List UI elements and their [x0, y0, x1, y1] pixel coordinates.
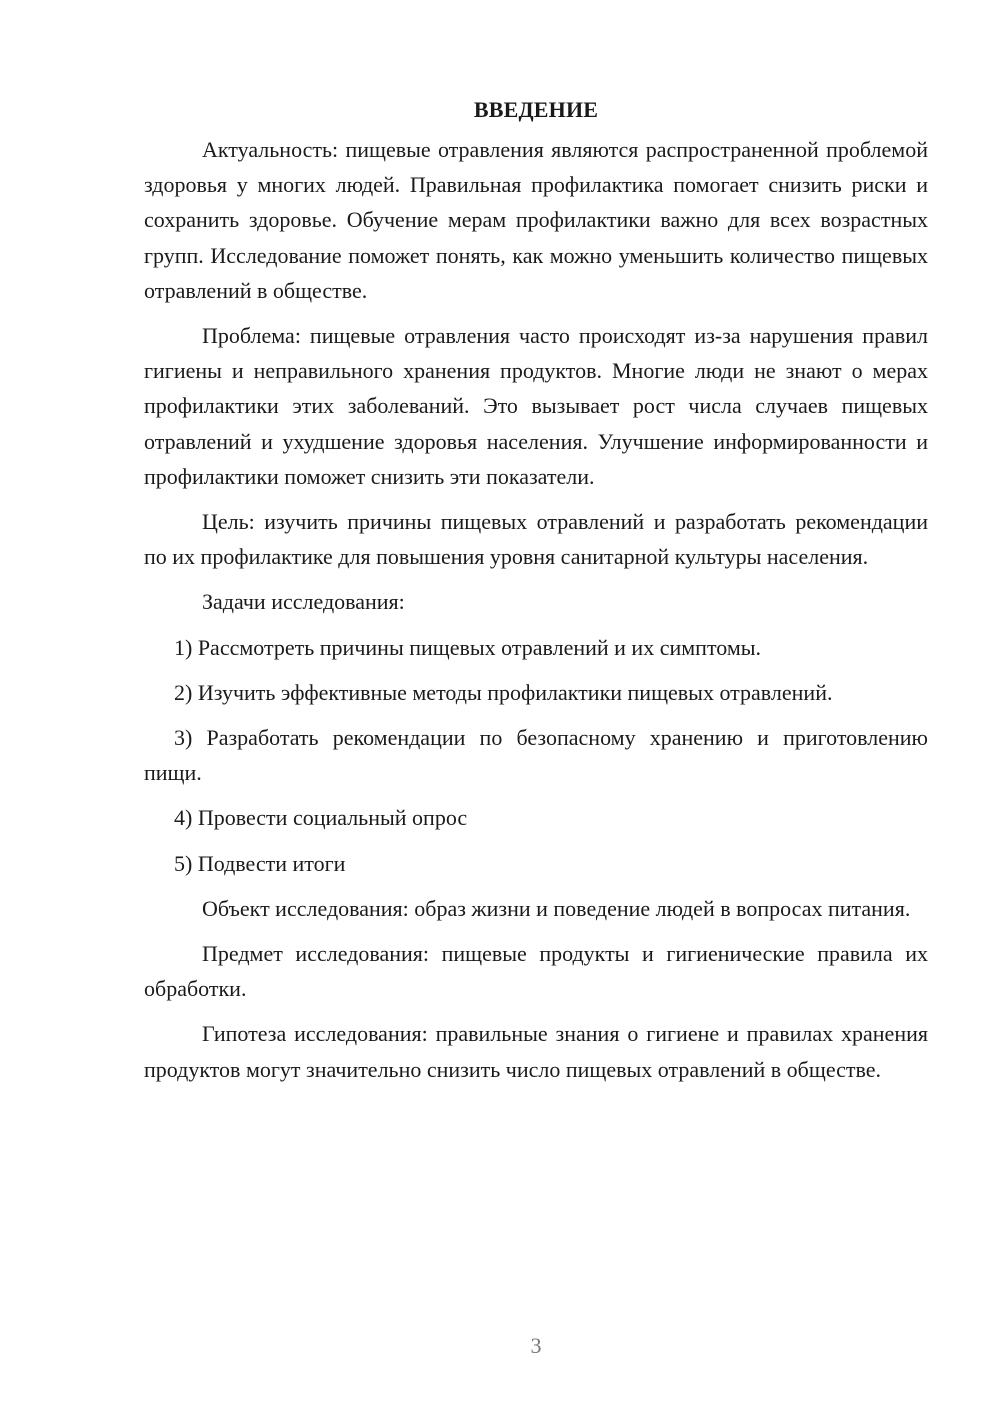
- relevance-paragraph: Актуальность: пищевые отравления являются распространенной проблемой здоровья у многих людей. Правильная профилактика помогает снизить риски и сохранить здоровье. Обучение мерам профилактики важно для всех возрастных групп. Исследование поможет понять, как можно уменьшить количество пищевых отравлений в обществе.: [144, 137, 928, 303]
- task-item-4: 4) Провести социальный опрос: [174, 805, 468, 831]
- task-item-1: 1) Рассмотреть причины пищевых отравлений и их симптомы.: [174, 634, 762, 660]
- object-paragraph: Объект исследования: образ жизни и поведение людей в вопросах питания.: [202, 895, 911, 921]
- hypothesis-paragraph: Гипотеза исследования: правильные знания о гигиене и правилах хранения продуктов могут значительно снизить число пищевых отравлений в обществе.: [144, 1021, 928, 1082]
- page-number: 3: [530, 1333, 542, 1358]
- task-item-3: 3) Разработать рекомендации по безопасному хранению и приготовлению пищи.: [144, 725, 928, 786]
- problem-paragraph: Проблема: пищевые отравления часто происходят из-за нарушения правил гигиены и неправильного хранения продуктов. Многие люди не знают о мерах профилактики этих заболеваний. Это вызывает рост числа случаев пищевых отравлений и ухудшение здоровья населения. Улучшение информированности и профилактики поможет снизить эти показатели.: [144, 323, 928, 489]
- document-body: [144, 92, 928, 1097]
- goal-paragraph: Цель: изучить причины пищевых отравлений и разработать рекомендации по их профилактике для повышения уровня санитарной культуры населения.: [144, 509, 928, 570]
- task-item-5: 5) Подвести итоги: [174, 850, 346, 876]
- section-title: ВВЕДЕНИЕ: [473, 97, 599, 122]
- task-item-2: 2) Изучить эффективные методы профилактики пищевых отравлений.: [174, 679, 833, 705]
- tasks-heading: Задачи исследования:: [202, 589, 405, 615]
- subject-paragraph: Предмет исследования: пищевые продукты и гигиенические правила их обработки.: [144, 941, 928, 1002]
